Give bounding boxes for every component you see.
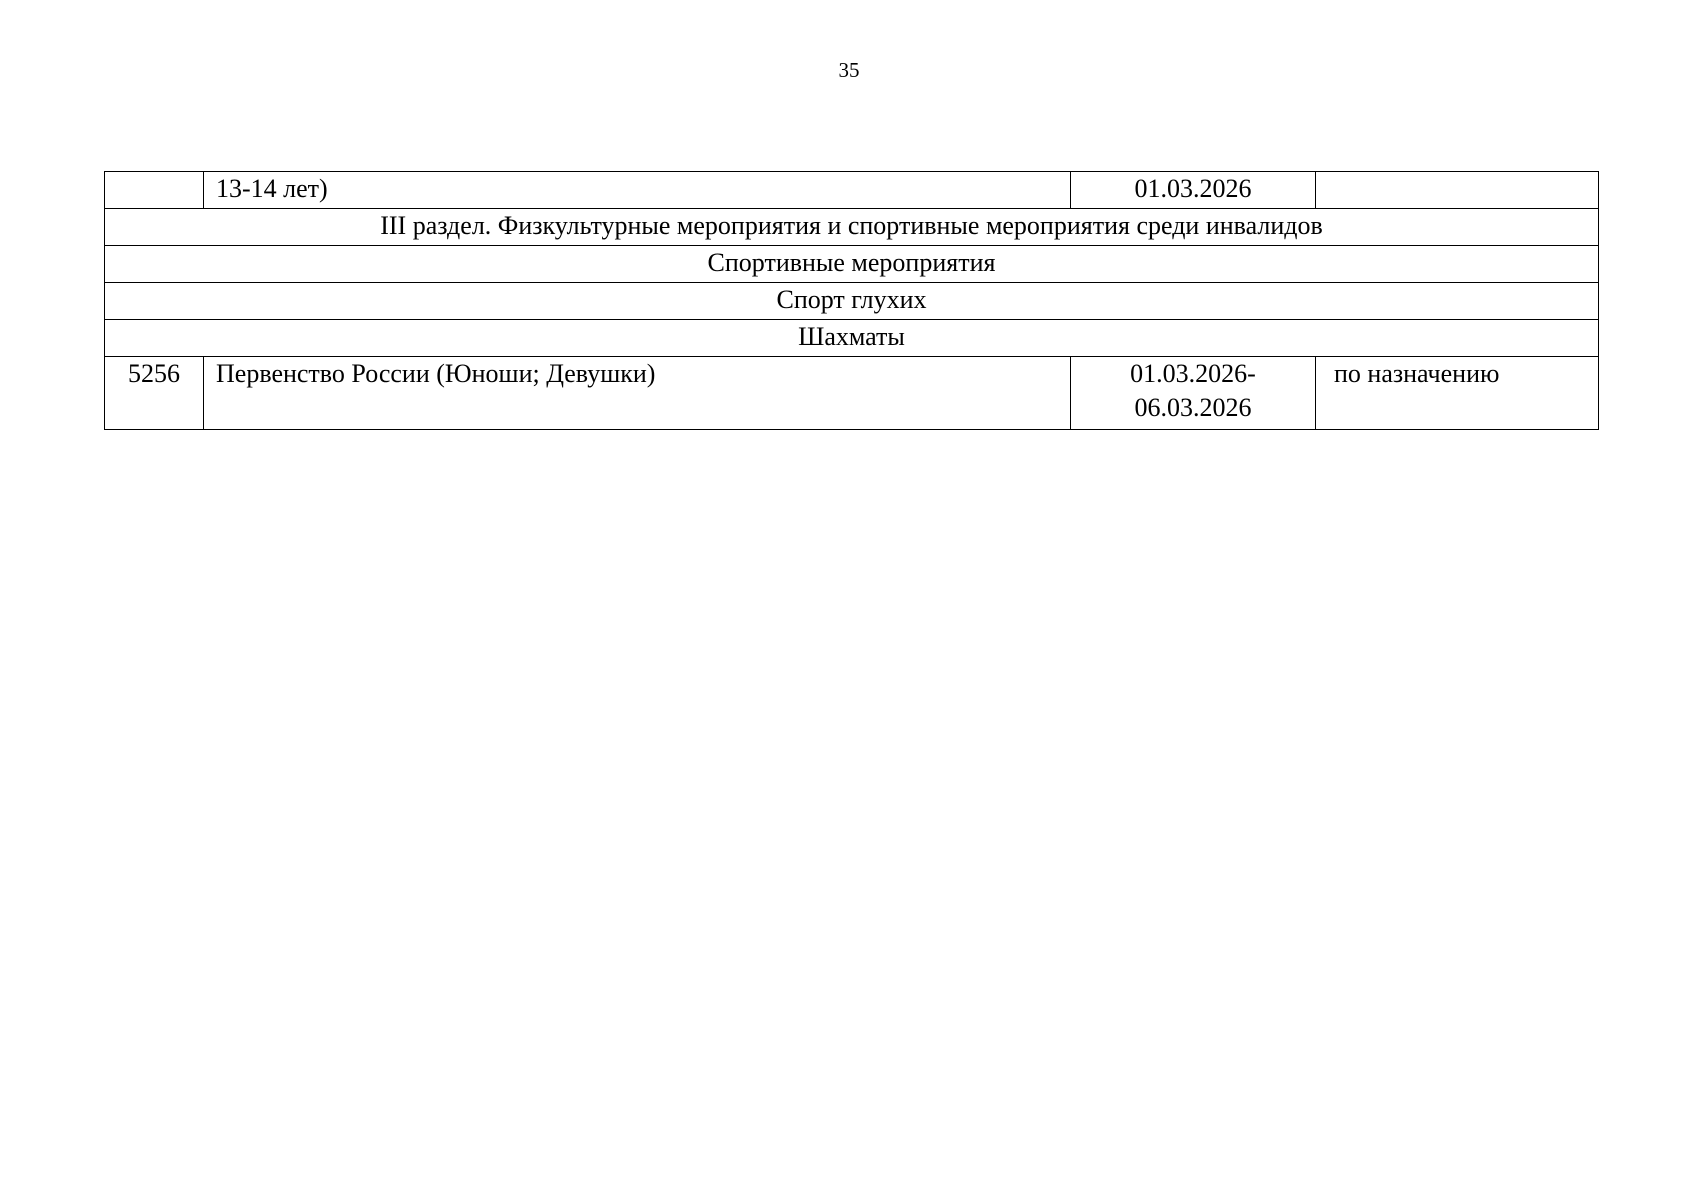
- section-title: III раздел. Физкультурные мероприятия и спортивные мероприятия среди инвалидов: [105, 209, 1599, 246]
- page-number: 35: [838, 58, 860, 82]
- section-header-row: [105, 246, 1599, 283]
- events-table: [104, 171, 1599, 430]
- event-name-cell: 13-14 лет): [204, 172, 1071, 209]
- event-number-cell: 5256: [105, 357, 204, 430]
- event-date-start: 01.03.2026-: [1130, 359, 1256, 388]
- section-header-row: [105, 320, 1599, 357]
- event-location-cell: по назначению: [1316, 357, 1599, 430]
- event-date-cell: 01.03.2026: [1071, 172, 1316, 209]
- table-row: [105, 357, 1599, 430]
- subsection-title: Спортивные мероприятия: [105, 246, 1599, 283]
- event-location-cell: [1316, 172, 1599, 209]
- sport-category-title: Спорт глухих: [105, 283, 1599, 320]
- sport-discipline-title: Шахматы: [105, 320, 1599, 357]
- event-date-cell: [1071, 357, 1316, 430]
- event-number-cell: [105, 172, 204, 209]
- section-header-row: [105, 209, 1599, 246]
- section-header-row: [105, 283, 1599, 320]
- event-date-end: 06.03.2026: [1134, 393, 1252, 422]
- event-name-cell: Первенство России (Юноши; Девушки): [204, 357, 1071, 430]
- table-row-continuation: [105, 172, 1599, 209]
